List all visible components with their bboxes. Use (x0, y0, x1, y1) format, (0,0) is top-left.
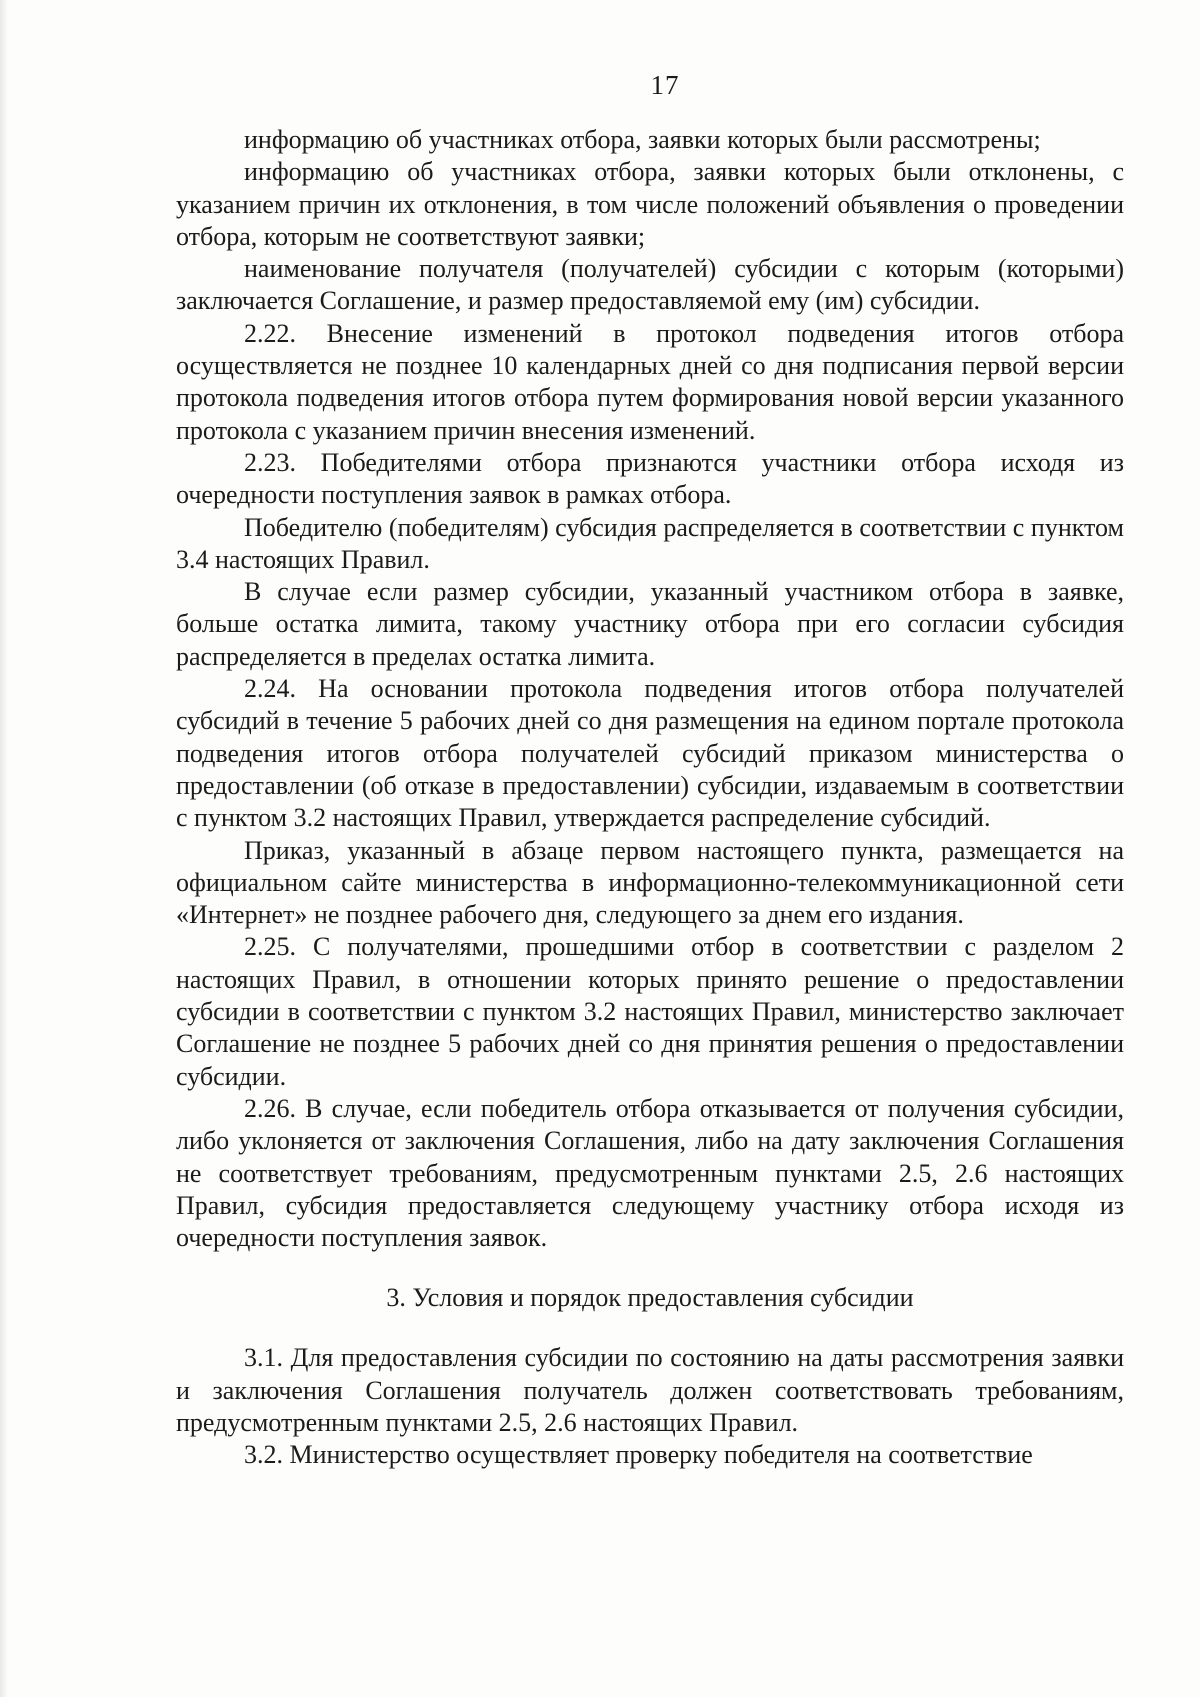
paragraph-2-23: 2.23. Победителями отбора признаются участники отбора исходя из очередности поступления заявок в рамках отбора. (176, 447, 1124, 510)
document-body (176, 124, 1124, 1472)
paragraph-2-26: 2.26. В случае, если победитель отбора отказывается от получения субсидии, либо уклоняется от заключения Соглашения, либо на дату заключения Соглашения не соответствует требованиям, предусмотренным пунктами 2.5, 2.6 настоящих Правил, субсидия предоставляется следующему участнику отбора исходя из очередности поступления заявок. (176, 1093, 1124, 1253)
paragraph-3-1: 3.1. Для предоставления субсидии по состоянию на даты рассмотрения заявки и заключения Соглашения получатель должен соответствовать требованиям, предусмотренным пунктами 2.5, 2.6 настоящих Правил. (176, 1343, 1124, 1437)
paragraph-2-25: 2.25. С получателями, прошедшими отбор в соответствии с разделом 2 настоящих Правил, в отношении которых принято решение о предоставлении субсидии в соответствии с пунктом 3.2 настоящих Правил, министерство заключает Соглашение не позднее 5 рабочих дней со дня принятия решения о предоставлении субсидии. (176, 932, 1124, 1091)
paragraph-3-2: 3.2. Министерство осуществляет проверку победителя на соответствие (244, 1440, 1033, 1470)
paragraph-limit-remainder: В случае если размер субсидии, указанный участником отбора в заявке, больше остатка лимита, такому участнику отбора при его согласии субсидия распределяется в пределах остатка лимита. (176, 577, 1124, 671)
page-number: 17 (650, 70, 680, 100)
scan-edge-shadow (0, 0, 8, 1697)
paragraph-considered-applications: информацию об участниках отбора, заявки которых были рассмотрены; (244, 125, 1041, 154)
paragraph-2-22: 2.22. Внесение изменений в протокол подведения итогов отбора осуществляется не позднее 10 календарных дней со дня подписания первой версии протокола подведения итогов отбора путем формирования новой версии указанного протокола с указанием причин внесения изменений. (176, 318, 1124, 445)
paragraph-recipient-name: наименование получателя (получателей) субсидии с которым (которыми) заключается Соглашение, и размер предоставляемой ему (им) субсидии. (176, 254, 1124, 316)
section-heading: 3. Условия и порядок предоставления субсидии (386, 1283, 914, 1313)
paragraph-winner-distribution: Победителю (победителям) субсидия распределяется в соответствии с пунктом 3.4 настоящих Правил. (176, 512, 1124, 574)
paragraph-rejected-applications: информацию об участниках отбора, заявки которых были отклонены, с указанием причин их отклонения, в том числе положений объявления о проведении отбора, которым не соответствуют заявки; (176, 157, 1124, 251)
paragraph-2-24: 2.24. На основании протокола подведения итогов отбора получателей субсидий в течение 5 рабочих дней со дня размещения на едином портале протокола подведения итогов отбора получателей субсидий приказом министерства о предоставлении (об отказе в предоставлении) субсидии, издаваемым в соответствии с пунктом 3.2 настоящих Правил, утверждается распределение субсидий. (176, 674, 1124, 833)
paragraph-order-publication: Приказ, указанный в абзаце первом настоящего пункта, размещается на официальном сайте министерства в информационно-телекоммуникационной сети «Интернет» не позднее рабочего дня, следующего за днем его издания. (176, 835, 1124, 930)
